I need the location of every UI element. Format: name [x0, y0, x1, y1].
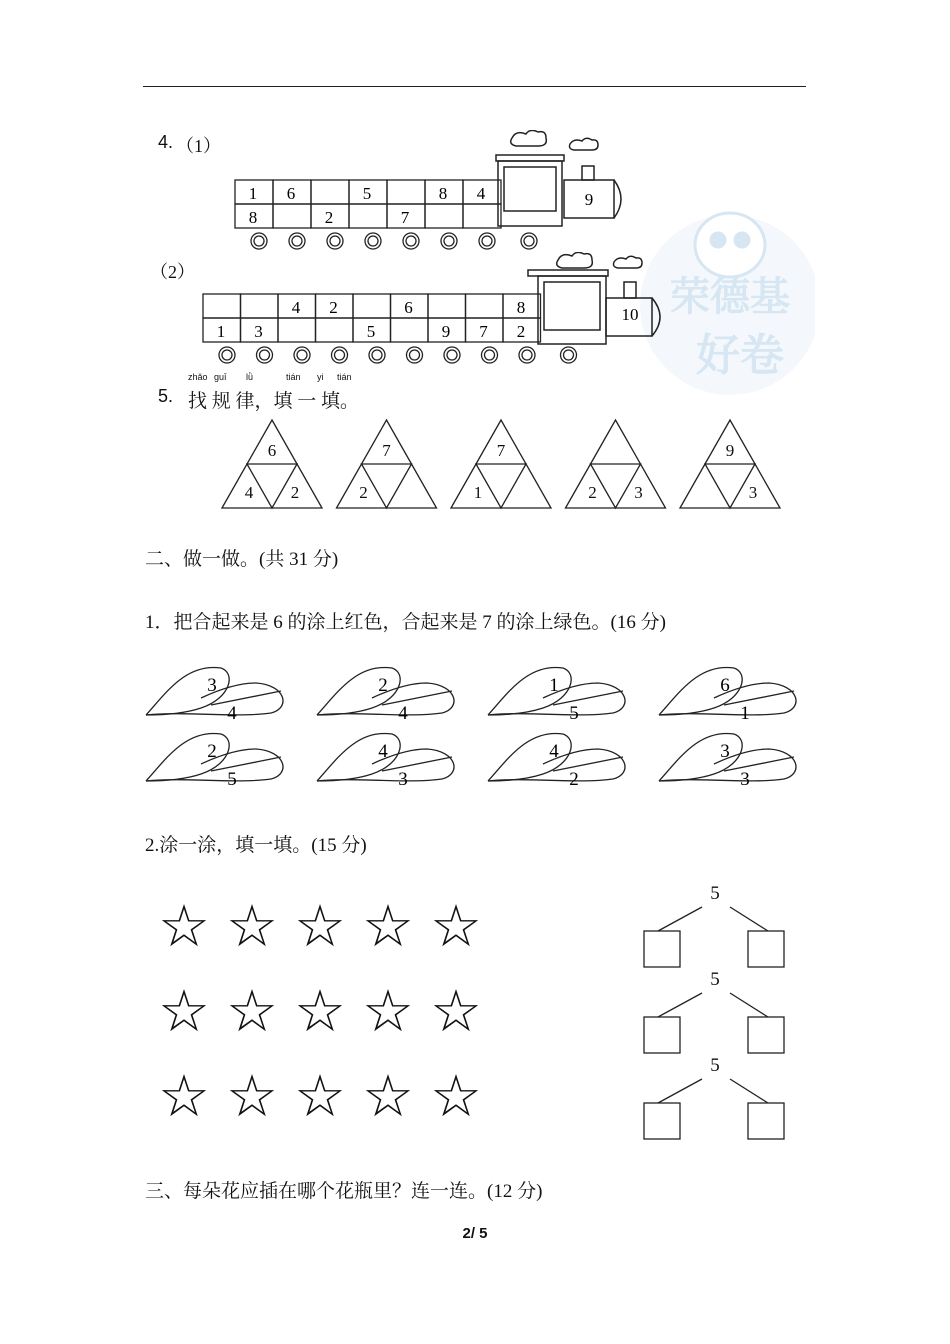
train-wheel-inner [260, 350, 270, 360]
star-icon[interactable]: ☆ [430, 1062, 482, 1130]
train-wheel-inner [292, 236, 302, 246]
star-icon[interactable]: ☆ [226, 1062, 278, 1130]
watermark-line2: 好卷 [696, 331, 784, 380]
tree-top-number: 5 [710, 883, 720, 904]
train-wheel-inner [410, 350, 420, 360]
pinyin-tian2: tián [337, 372, 352, 382]
triangle-top-number: 6 [267, 441, 277, 460]
triangle-right-number: 3 [634, 483, 643, 502]
leaf-number-a: 2 [378, 675, 388, 696]
train-number: 8 [516, 298, 526, 317]
leaf-number-a: 6 [720, 675, 730, 696]
train-cell [311, 180, 349, 204]
section3-heading: 三、每朵花应插在哪个花瓶里？连一连。(12 分) [145, 1181, 543, 1202]
train-1-wheels [251, 233, 537, 249]
star-icon[interactable]: ☆ [430, 977, 482, 1045]
train-2-engine-number: 10 [621, 305, 639, 324]
number-tree [644, 993, 784, 1053]
q4-sub2: （2） [150, 262, 195, 282]
leaf-number-b: 4 [398, 703, 408, 724]
train-wheel-inner [564, 350, 574, 360]
triangle-right-number: 2 [290, 483, 300, 502]
number-triangle [566, 420, 666, 508]
star-icon[interactable]: ☆ [362, 892, 414, 960]
train-number: 6 [286, 184, 296, 203]
q4-label: 4. [158, 132, 174, 152]
train-wheel-inner [372, 350, 382, 360]
star-icon[interactable]: ☆ [158, 977, 210, 1045]
triangle-left-number: 2 [588, 483, 597, 502]
star-icon[interactable]: ☆ [226, 892, 278, 960]
train-wheel-inner [297, 350, 307, 360]
answer-box [748, 1103, 784, 1139]
train-number: 3 [254, 322, 263, 341]
q5-text: 找 规 律，填 一 填。 [188, 391, 360, 412]
train-cell [463, 204, 501, 228]
train-number: 6 [404, 298, 413, 317]
number-tree [644, 1079, 784, 1139]
leaf-number-b: 1 [740, 703, 750, 724]
star-icon[interactable]: ☆ [294, 977, 346, 1045]
star-icon[interactable]: ☆ [362, 977, 414, 1045]
leaf-number-a: 3 [720, 741, 730, 762]
train-wheel-inner [482, 236, 492, 246]
pinyin-tian: tián [286, 372, 301, 382]
train-2-wheels [219, 347, 577, 363]
train-2 [200, 252, 670, 364]
leaf-number-b: 3 [398, 769, 408, 790]
train-cell [203, 294, 241, 318]
train-cell [425, 204, 463, 228]
star-icon[interactable]: ☆ [158, 1062, 210, 1130]
train-wheel-inner [524, 236, 534, 246]
stars-grid [158, 892, 498, 1135]
train-wheel-inner [522, 350, 532, 360]
star-icon[interactable]: ☆ [226, 977, 278, 1045]
triangle-top-number: 9 [725, 441, 735, 460]
number-triangle [451, 420, 551, 508]
leaf-number-a: 4 [378, 741, 388, 762]
answer-box [644, 1103, 680, 1139]
number-triangle [680, 420, 780, 508]
train-1-engine [496, 130, 621, 226]
train-number: 2 [516, 322, 526, 341]
page-total: 5 [479, 1225, 488, 1242]
train-wheel-inner [254, 236, 264, 246]
train-number: 2 [324, 208, 334, 227]
leaf-number-b: 2 [569, 769, 579, 790]
train-cell [428, 294, 466, 318]
triangle-top-number: 7 [382, 441, 391, 460]
star-icon[interactable]: ☆ [430, 892, 482, 960]
train-number: 7 [400, 208, 410, 227]
train-number: 9 [441, 322, 451, 341]
star-icon[interactable]: ☆ [294, 1062, 346, 1130]
star-icon[interactable]: ☆ [158, 892, 210, 960]
train-cell [391, 318, 429, 342]
train-cell [353, 294, 391, 318]
pinyin-gui: guī [214, 372, 227, 382]
watermark-line1: 荣德基 [670, 274, 790, 319]
train-wheel-inner [406, 236, 416, 246]
pinyin-yi: yi [317, 372, 324, 382]
number-triangle [337, 420, 437, 508]
train-2-engine [528, 252, 660, 344]
train-wheel-inner [330, 236, 340, 246]
train-cell [466, 294, 504, 318]
train-wheel-inner [447, 350, 457, 360]
page-number [0, 1225, 950, 1242]
star-icon[interactable]: ☆ [362, 1062, 414, 1130]
number-triangle [222, 420, 322, 508]
triangle-left-number: 4 [244, 483, 254, 502]
train-wheel-inner [222, 350, 232, 360]
triangle-left-number: 1 [473, 483, 483, 502]
star-icon[interactable]: ☆ [294, 892, 346, 960]
train-cell [349, 204, 387, 228]
train-1 [230, 130, 630, 250]
pinyin-zhao: zhǎo [188, 372, 208, 382]
section2-q1: 1．把合起来是 6 的涂上红色，合起来是 7 的涂上绿色。(16 分) [145, 612, 666, 633]
train-cell [273, 204, 311, 228]
leaf-number-a: 3 [207, 675, 217, 696]
answer-box [748, 1017, 784, 1053]
leaf-number-a: 1 [549, 675, 559, 696]
train-number: 8 [248, 208, 258, 227]
section2-q2: 2.涂一涂，填一填。(15 分) [145, 835, 367, 856]
train-1-engine-number: 9 [584, 190, 594, 209]
page-separator: / [470, 1225, 475, 1242]
leaf-number-b: 5 [227, 769, 237, 790]
leaf-number-b: 4 [227, 703, 237, 724]
tree-top-number: 5 [710, 1055, 720, 1076]
section2-heading: 二、做一做。(共 31 分) [145, 549, 339, 570]
answer-box [748, 931, 784, 967]
number-tree [644, 907, 784, 967]
answer-box [644, 931, 680, 967]
triangle-left-number: 2 [359, 483, 368, 502]
page-current: 2 [462, 1225, 471, 1242]
leaf-number-b: 3 [740, 769, 750, 790]
leaf-number-a: 4 [549, 741, 559, 762]
train-cell [241, 294, 279, 318]
triangle-right-number: 3 [748, 483, 758, 502]
header-rule [143, 86, 806, 87]
train-wheel-inner [485, 350, 495, 360]
train-number: 5 [362, 184, 372, 203]
triangles-row [215, 418, 795, 514]
leaves-grid [140, 655, 810, 790]
answer-box [644, 1017, 680, 1053]
train-cell [278, 318, 316, 342]
leaf-number-a: 2 [207, 741, 217, 762]
q5-label: 5. [158, 386, 174, 406]
train-number: 5 [366, 322, 376, 341]
train-number: 7 [479, 322, 488, 341]
train-number: 1 [216, 322, 226, 341]
train-wheel-inner [444, 236, 454, 246]
pinyin-lv: lǜ [246, 372, 254, 382]
train-cell [316, 318, 354, 342]
leaf-number-b: 5 [569, 703, 579, 724]
number-trees [638, 875, 798, 1145]
q4-sub1: （1） [176, 136, 221, 156]
train-cell [387, 180, 425, 204]
train-number: 1 [248, 184, 258, 203]
train-number: 4 [476, 184, 486, 203]
train-number: 4 [291, 298, 301, 317]
tree-top-number: 5 [710, 969, 720, 990]
train-number: 2 [329, 298, 338, 317]
train-wheel-inner [335, 350, 345, 360]
train-number: 8 [438, 184, 448, 203]
triangle-top-number: 7 [496, 441, 506, 460]
train-wheel-inner [368, 236, 378, 246]
